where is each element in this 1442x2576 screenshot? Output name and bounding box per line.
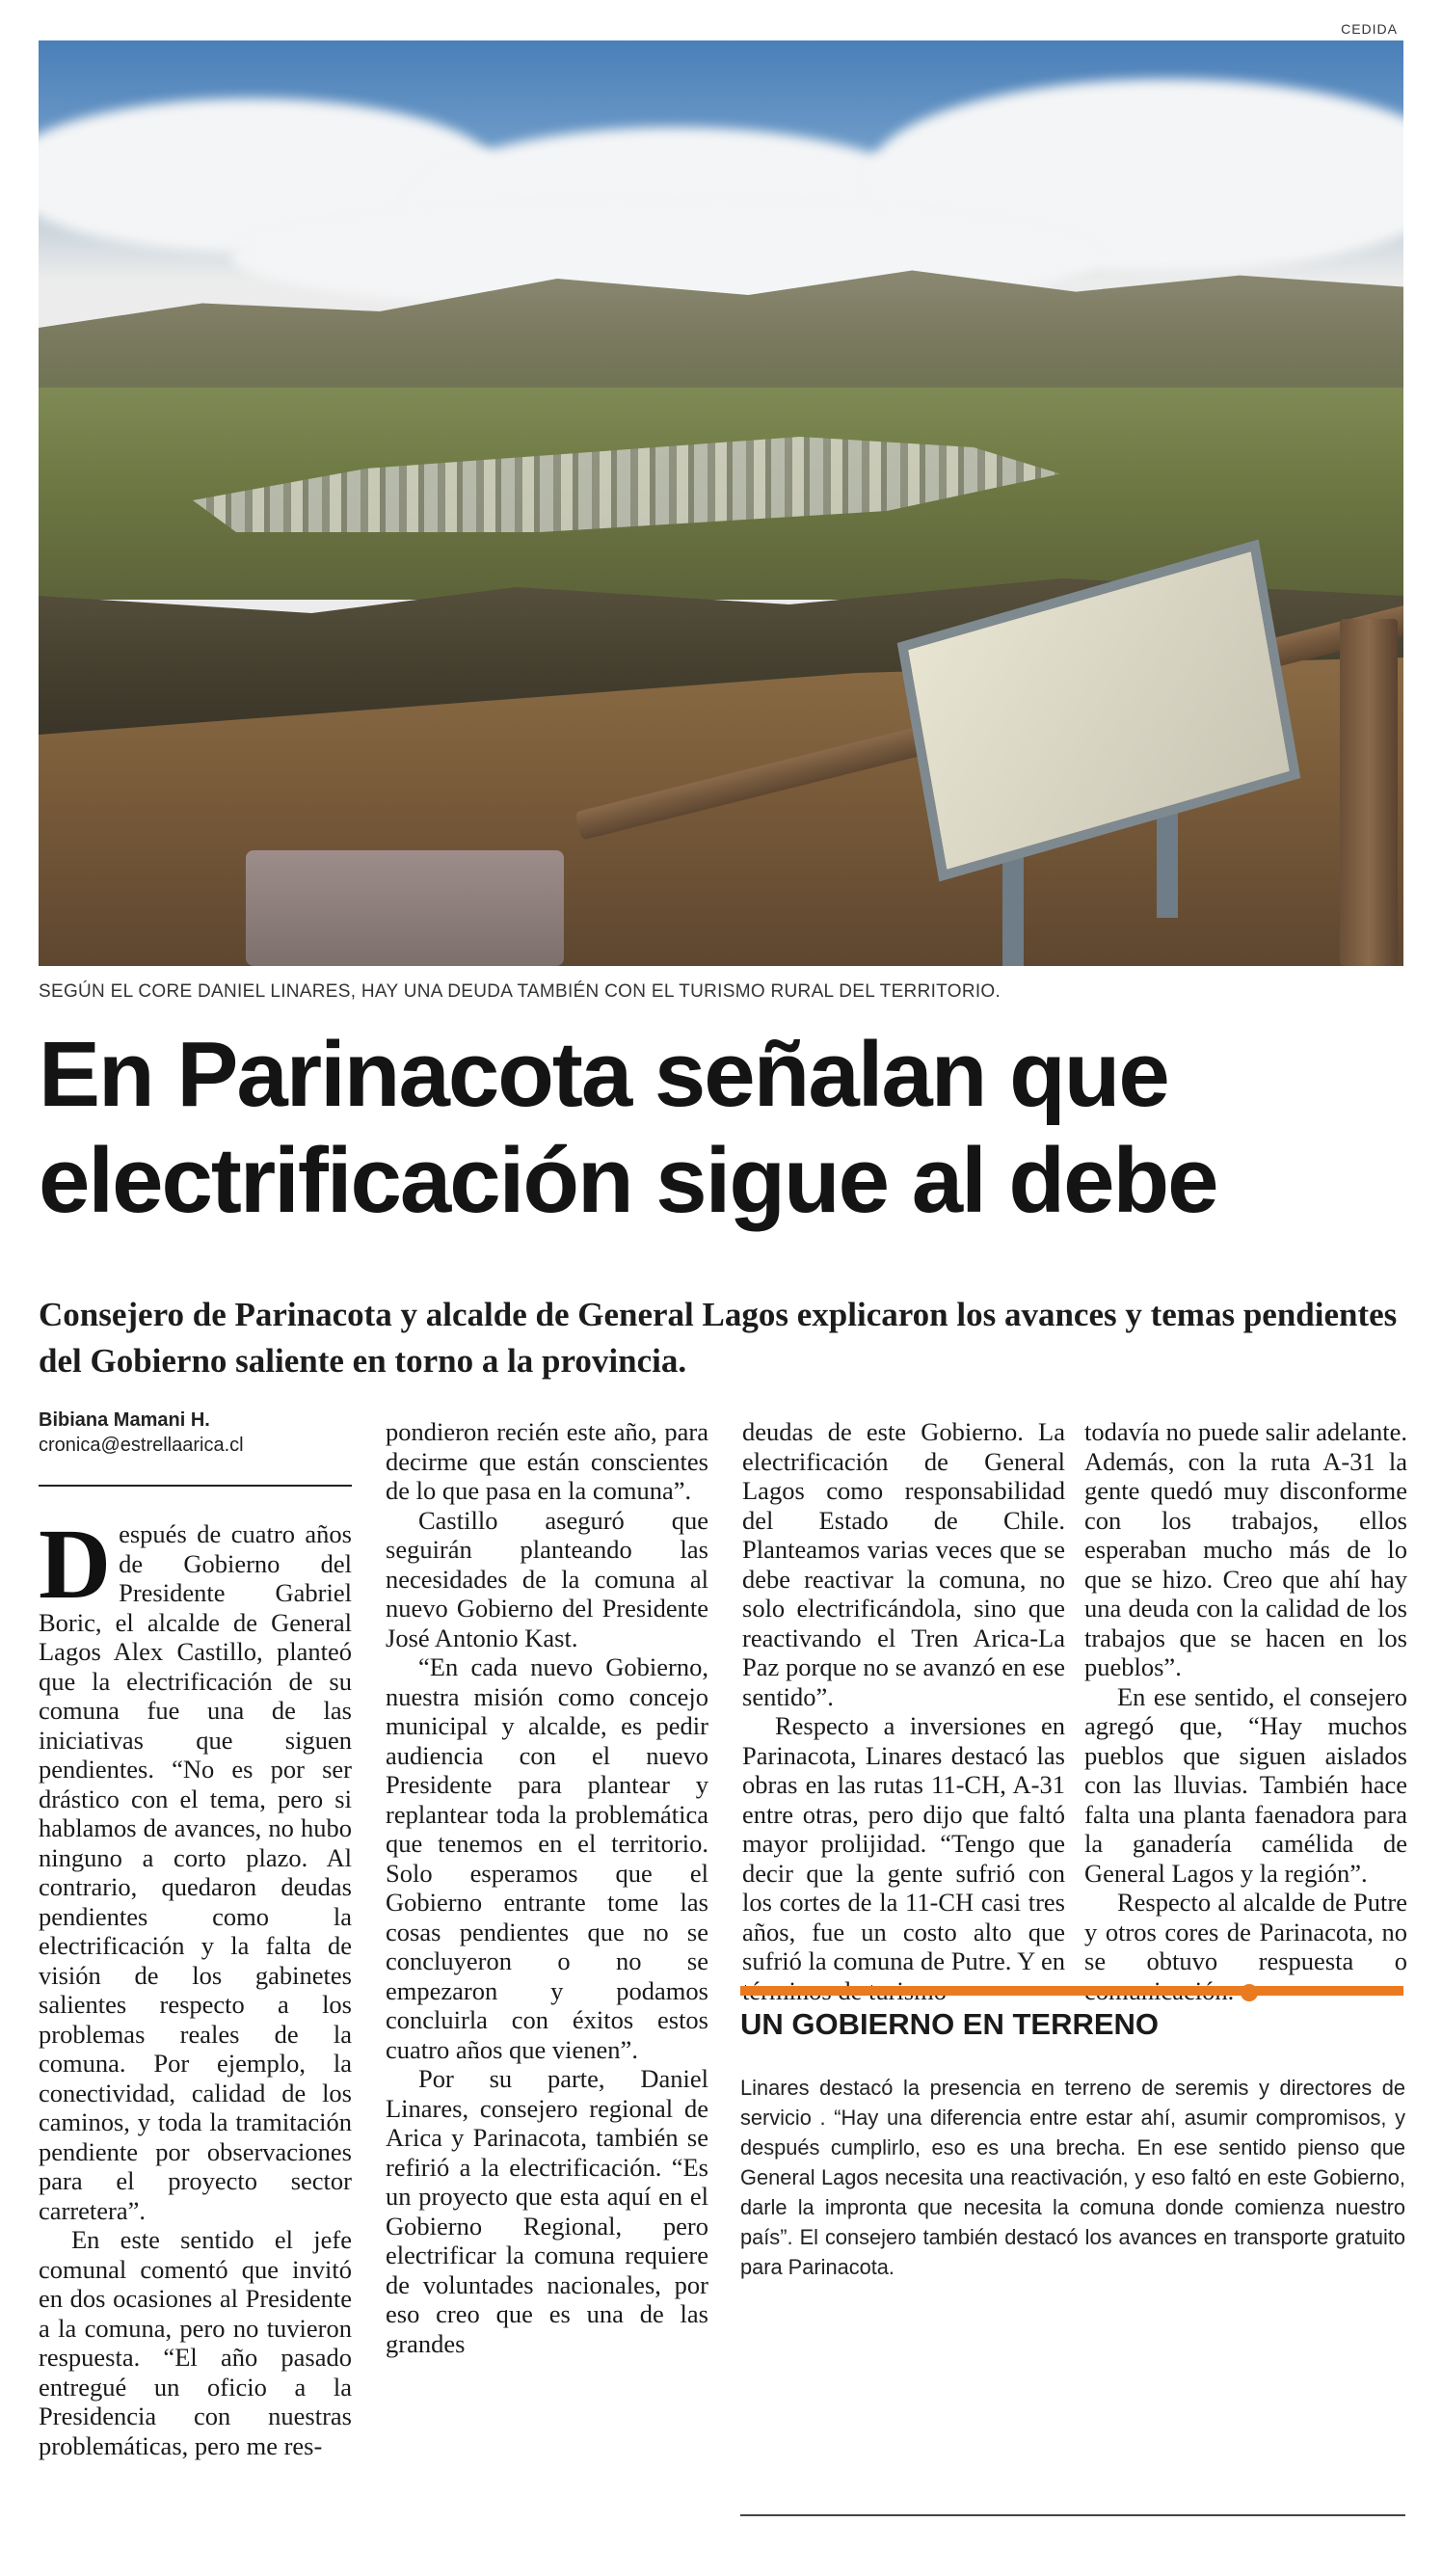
photo-credit: CEDIDA	[1341, 21, 1398, 37]
article-paragraph: todavía no puede salir adelante. Además, con la ruta A-31 la gente quedó muy disconforme con los trabajos, ellos esperaban mucho más de lo que se hizo. Creo que ahí hay una deuda con la calidad de los trabajos que se hacen en los pueblos”.	[1084, 1417, 1407, 1681]
subheadline: Consejero de Parinacota y alcalde de General Lagos explicaron los avances y temas pendientes del Gobierno saliente en torno a la provincia.	[39, 1296, 1398, 1380]
article-paragraph: Castillo aseguró que seguirán planteando las necesidades de la comuna al nuevo Gobierno del Presidente José Antonio Kast.	[386, 1505, 708, 1652]
drop-cap: D	[39, 1509, 112, 1620]
article-paragraph: deudas de este Gobierno. La electrificación de General Lagos como responsabilidad del Estado de Chile. Planteamos varias veces que se debe reactivar la comuna, no solo electrificándola, sino que reactivando el Tren Arica-La Paz porque no se avanzó en ese sentido”.	[742, 1417, 1065, 1711]
sidebar-accent-bar	[740, 1986, 1403, 1996]
author-email[interactable]: cronica@estrellaarica.cl	[39, 1435, 244, 1456]
byline	[39, 1408, 347, 1458]
article-column-4	[1084, 1417, 1407, 2005]
article-paragraph: En ese sentido, el consejero agregó que, “Hay muchos pueblos que siguen aislados con las lluvias. También hace falta una planta faenadora para la ganadería camélida de General Lagos y la región”.	[1084, 1681, 1407, 1888]
article-column-1	[39, 1509, 352, 2460]
headline: En Parinacota señalan que electrificación sigue al debe	[39, 1023, 1217, 1232]
sidebar-box-title: UN GOBIERNO EN TERRENO	[740, 2007, 1160, 2041]
lead-photo	[39, 40, 1403, 966]
article-paragraph: “En cada nuevo Gobierno, nuestra misión como concejo municipal y alcalde, es pedir audiencia con el nuevo Presidente para plantear y replantear toda la problemática que tenemos en el territorio. Solo esperamos que el Gobierno entrante tome las cosas pendientes que no se concluyeron o no se empezaron y podamos concluirla con éxitos estos cuatro años que vienen”.	[386, 1652, 708, 2064]
photo-caption: SEGÚN EL CORE DANIEL LINARES, HAY UNA DEUDA TAMBIÉN CON EL TURISMO RURAL DEL TERRITORIO.	[39, 981, 1001, 1002]
sidebar-box-text: Linares destacó la presencia en terreno de seremis y directores de servicio . “Hay una diferencia entre estar ahí, asumir compromisos, y después cumplirlo, eso es una brecha. En ese sentido pienso que General Lagos necesita una reactivación, y eso faltó en este Gobierno, darle la impronta que necesita la comuna donde comienza nuestro país”. El consejero también destacó los avances en transporte gratuito para Parinacota.	[740, 2076, 1405, 2279]
article-paragraph: Respecto al alcalde de Putre y otros cores de Parinacota, no se obtuvo respuesta o	[1084, 1888, 1407, 2005]
article-paragraph: En este sentido el jefe comunal comentó que invitó en dos ocasiones al Presidente a la comuna, pero no tuvieron respuesta. “El año pasado entregué un oficio a la Presidencia con nuestras problemáticas, pero me res-	[39, 2225, 352, 2460]
byline-divider	[39, 1485, 352, 1487]
article-paragraph: Por su parte, Daniel Linares, consejero regional de Arica y Parinacota, también se refirió a la electrificación. “Es un proyecto que esta aquí en el Gobierno Regional, pero electrificar la comuna requiere de voluntades nacionales, por eso creo que es una de las grandes	[386, 2064, 708, 2358]
article-paragraph: Después de cuatro años de Gobierno del Presidente Gabriel Boric, el alcalde de General Lagos Alex Castillo, planteó que la electrificación de su comuna fue una de las iniciativas que siguen pendientes. “No es por ser drástico con el tema, pero si hablamos de avances, no hubo ninguno a corto plazo. Al contrario, quedaron deudas pendientes como la electrificación y la falta de visión de los gabinetes salientes respecto a los problemas reales de la comuna. Por ejemplo, la conectividad, calidad de los caminos, y toda la tramitación pendiente por observaciones para el proyecto sector carretera”.	[39, 1509, 352, 2225]
article-column-2	[386, 1417, 708, 2358]
author-name: Bibiana Mamani H.	[39, 1409, 210, 1431]
article-column-3	[742, 1417, 1065, 2005]
article-paragraph: Respecto a inversiones en Parinacota, Linares destacó las obras en las rutas 11-CH, A-31 entre otras, pero dijo que faltó mayor prolijidad. “Tengo que decir que la gente sufrió con los cortes de la 11-CH casi tres años, fue un costo alto que sufrió la comuna de Putre. Y en	[742, 1711, 1065, 1975]
sidebar-box-bottom-rule	[740, 2514, 1405, 2516]
article-paragraph: pondieron recién este año, para decirme que están conscientes de lo que pasa en la comuna”.	[386, 1417, 708, 1505]
